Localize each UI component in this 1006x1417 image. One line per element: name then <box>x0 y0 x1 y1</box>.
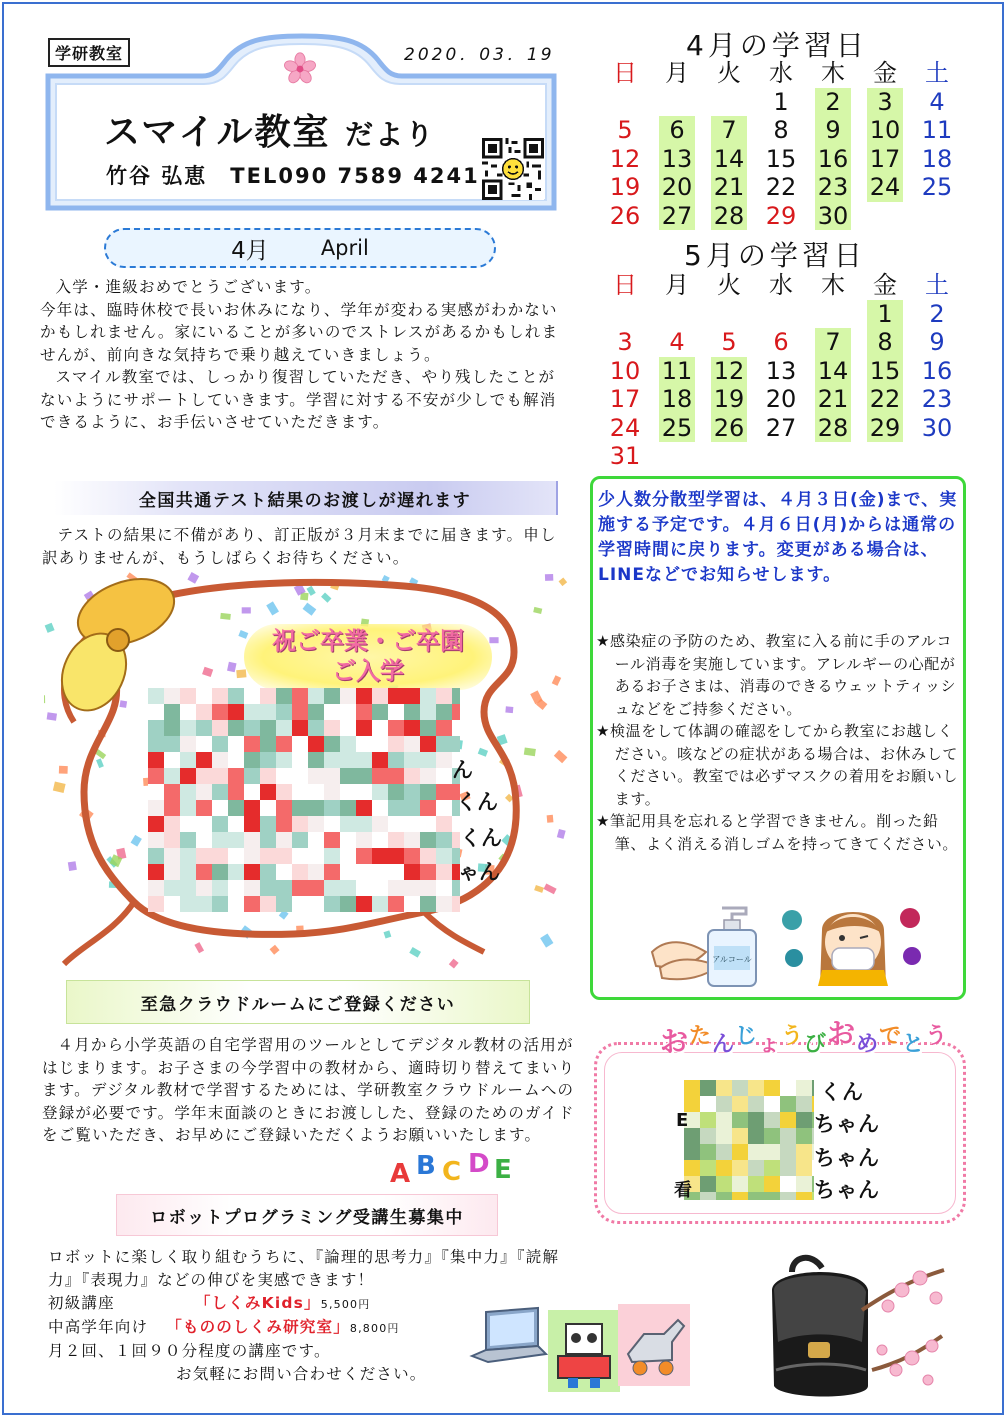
birthday-name: くん <box>820 1080 864 1104</box>
calendar-day: 23 <box>807 173 859 201</box>
calendar-day <box>599 300 651 328</box>
calendar-day: 19 <box>703 385 755 413</box>
calendar-day: 4 <box>669 328 685 357</box>
calendar-day: 14 <box>703 145 755 173</box>
sanitizer-label: アルコール <box>712 955 752 964</box>
calendar-day <box>651 442 703 470</box>
abc-letters-icon <box>386 1148 520 1186</box>
calendar-day: 16 <box>921 356 953 385</box>
abc-letter: D <box>468 1149 490 1179</box>
celebration-name-suffix: くん <box>460 826 502 850</box>
masked-girl-icon <box>778 900 928 990</box>
weekday-label: 水 <box>769 59 793 87</box>
calendar-day <box>807 442 859 470</box>
title-text: スマイル教室 <box>104 112 331 153</box>
privacy-mosaic <box>684 1080 814 1200</box>
celebration-name-suffix: ん <box>452 758 473 782</box>
calendar-day: 8 <box>773 116 789 145</box>
weekday-label: 水 <box>769 271 793 299</box>
calendar-day: 20 <box>651 173 703 201</box>
greeting-line-1: 入学・進級おめでとうございます。 <box>55 278 322 296</box>
calendar-day: 17 <box>859 145 911 173</box>
notice-list <box>596 630 960 855</box>
april-calendar-title: 4月の学習日 <box>686 29 868 62</box>
calendar-day: 8 <box>859 328 911 356</box>
robot-closing: お気軽にお問い合わせください。 <box>176 1365 427 1383</box>
calendar-day: 16 <box>807 145 859 173</box>
calendar-day: 28 <box>703 202 755 230</box>
calendar-day <box>703 88 755 116</box>
abc-letter: B <box>416 1151 436 1181</box>
calendar-week <box>599 385 963 413</box>
birthday-name: ちゃん <box>814 1178 880 1202</box>
laptop-icon <box>468 1306 550 1366</box>
calendar-day: 5 <box>617 116 633 145</box>
birthday-title-char: で <box>879 1024 903 1049</box>
calendar-day: 30 <box>807 202 859 230</box>
calendar-day <box>755 442 807 470</box>
calendar-day <box>651 88 703 116</box>
calendar-day: 18 <box>651 385 703 413</box>
birthday-title-char: じ <box>735 1024 759 1049</box>
calendar-day: 10 <box>609 356 641 385</box>
celebration-name-suffix: ゃん <box>458 860 500 884</box>
calendar-day: 24 <box>609 413 641 442</box>
calendar-day <box>911 202 963 230</box>
weekday-label: 木 <box>821 59 845 87</box>
birthday-title-char: う <box>781 1024 805 1049</box>
calendar-day: 2 <box>929 300 945 328</box>
calendar-day: 18 <box>921 144 953 173</box>
greeting-line-3: スマイル教室では、しっかり復習していただき、やり残したことがないようにサポートしていきます。学習に対する不安が少しでも解消できるように、お手伝いさせていただきます。 <box>40 368 557 431</box>
birthday-name: ちゃん <box>814 1112 880 1136</box>
calendar-week <box>599 300 963 328</box>
calendar-week <box>599 442 963 470</box>
calendar-day: 2 <box>807 88 859 116</box>
may-calendar <box>599 270 963 470</box>
issue-date: 2020．03．19 <box>404 45 555 65</box>
april-calendar <box>599 58 963 230</box>
qr-code-icon <box>482 138 544 200</box>
calendar-day: 6 <box>773 328 789 357</box>
abc-letter: C <box>442 1157 462 1186</box>
calendar-week <box>599 116 963 144</box>
robot-kit-icon <box>548 1310 620 1392</box>
birthday-title-char: う <box>925 1024 949 1049</box>
month-jp: 4月 <box>231 237 269 264</box>
celebration-line-1: 祝ご卒業・ご卒園 <box>272 627 464 655</box>
notice-item: ★検温をして体調の確認をしてから教室にお越しください。咳などの症状がある場合は、お休みしてください。教室では必ずマスクの着用をお願いします。 <box>596 722 958 808</box>
course-2-label: 中高学年向け <box>48 1318 149 1336</box>
calendar-day: 27 <box>651 202 703 230</box>
robot-intro: ロボットに楽しく取り組むうちに、『論理的思考力』『集中力』『読解力』『表現力』などの伸びを実感できます！ <box>48 1248 560 1289</box>
calendar-day: 28 <box>807 414 859 442</box>
calendar-day: 5 <box>721 328 737 357</box>
notice-highlight: 少人数分散型学習は、４月３日(金)まで、実施する予定です。４月６日(月)からは通常の学習時間に戻ります。変更がある場合は、LINEなどでお知らせします。 <box>598 490 958 585</box>
robot-schedule: 月２回、１回９０分程度の講座です。 <box>48 1342 331 1360</box>
calendar-day: 26 <box>703 414 755 442</box>
calendar-day: 21 <box>703 173 755 201</box>
calendar-day: 9 <box>929 328 945 357</box>
calendar-day: 7 <box>703 116 755 144</box>
calendar-day: 15 <box>859 357 911 385</box>
calendar-week <box>599 202 963 230</box>
calendar-day: 3 <box>617 328 633 357</box>
calendar-week <box>599 173 963 201</box>
calendar-week <box>599 88 963 116</box>
calendar-day <box>859 442 911 470</box>
robot-dinosaur-icon <box>618 1304 690 1386</box>
calendar-day <box>807 300 859 328</box>
birthday-name: ちゃん <box>814 1146 880 1170</box>
birthday-name-fragment: 看 <box>674 1180 693 1201</box>
calendar-day: 13 <box>765 356 797 385</box>
calendar-day <box>703 442 755 470</box>
weekday-label: 日 <box>613 271 637 299</box>
calendar-day: 12 <box>703 357 755 385</box>
calendar-day <box>859 202 911 230</box>
birthday-title-char: お <box>827 1017 857 1050</box>
greeting-text <box>40 276 560 434</box>
month-en: April <box>320 236 369 260</box>
calendar-day: 15 <box>765 144 797 173</box>
calendar-day: 24 <box>859 173 911 201</box>
school-backpack-icon <box>752 1250 948 1410</box>
weekday-header <box>599 270 963 300</box>
month-banner <box>104 228 496 268</box>
weekday-label: 火 <box>717 271 741 299</box>
weekday-label: 日 <box>613 59 637 87</box>
calendar-day: 17 <box>609 385 641 414</box>
weekday-label: 金 <box>873 271 897 299</box>
notice-item: ★筆記用具を忘れると学習できません。削った鉛筆、よく消える消しゴムを持ってきてください。 <box>596 812 958 853</box>
abc-letter: E <box>494 1155 512 1185</box>
weekday-header <box>599 58 963 88</box>
greeting-line-2: 今年は、臨時休校で長いお休みになり、学年が変わる実感がわかないかもしれません。家にいることが多いのでストレスがあるかもしれませんが、前向きな気持ちで乗り越えていきましょう。 <box>40 300 559 364</box>
calendar-day: 22 <box>859 385 911 413</box>
sakura-icon <box>283 52 317 86</box>
course-1-name: 「しくみKids」 <box>194 1294 321 1312</box>
calendar-day: 22 <box>765 173 797 202</box>
calendar-day: 26 <box>609 201 641 230</box>
birthday-title <box>660 1016 948 1056</box>
calendar-day: 23 <box>921 385 953 414</box>
test-notice-body: テストの結果に不備があり、訂正版が３月末までに届きます。申し訳ありませんが、もうしばらくお待ちください。 <box>42 526 557 567</box>
course-2-price: 8,800円 <box>349 1322 400 1335</box>
calendar-day <box>703 300 755 328</box>
birthday-title-char: ん <box>712 1032 736 1057</box>
calendar-day <box>599 88 651 116</box>
robot-course-title: ロボットプログラミング受講生募集中 <box>116 1194 498 1236</box>
privacy-mosaic <box>148 688 460 912</box>
calendar-day: 25 <box>651 414 703 442</box>
calendar-day: 13 <box>651 145 703 173</box>
course-1-price: 5,500円 <box>320 1298 371 1311</box>
course-2-name: 「もののしくみ研究室」 <box>166 1318 350 1336</box>
calendar-day: 1 <box>859 300 911 328</box>
weekday-label: 木 <box>821 271 845 299</box>
celebration-line-2: ご入学 <box>332 657 404 685</box>
calendar-day: 20 <box>765 385 797 414</box>
brand-tag: 学研教室 <box>48 38 130 67</box>
calendar-day: 11 <box>921 116 953 145</box>
calendar-day: 7 <box>807 328 859 356</box>
course-1-label: 初級講座 <box>48 1294 115 1312</box>
newsletter-title <box>104 104 435 155</box>
birthday-title-char: ょ <box>758 1032 782 1057</box>
calendar-day: 10 <box>859 116 911 144</box>
calendar-day: 6 <box>651 116 703 144</box>
calendar-day <box>755 300 807 328</box>
may-calendar-title: 5月の学習日 <box>684 239 866 272</box>
calendar-week <box>599 357 963 385</box>
sanitizer-bottle-icon <box>702 904 762 988</box>
calendar-day: 27 <box>765 413 797 442</box>
birthday-title-char: び <box>804 1032 828 1057</box>
calendar-day: 31 <box>609 441 641 470</box>
calendar-day: 25 <box>921 173 953 202</box>
cloud-room-body: ４月から小学英語の自宅学習用のツールとしてデジタル教材の活用がはじまります。お子さまの今学習中の教材から、適時切り替えてまいります。デジタル教材で学習するためには、学研教室クラウドルームへの登録が必要です。学年末面談のときにお渡しした、登録のためのガイドをご覧いただき、お早めにご登録いただくようお願いいたします。 <box>42 1036 576 1144</box>
weekday-label: 土 <box>925 59 949 87</box>
calendar-day: 29 <box>765 201 797 230</box>
birthday-title-char: お <box>660 1025 690 1058</box>
calendar-week <box>599 145 963 173</box>
calendar-day: 14 <box>807 357 859 385</box>
calendar-day: 29 <box>859 414 911 442</box>
birthday-title-char: と <box>902 1032 926 1057</box>
calendar-day <box>651 300 703 328</box>
calendar-day: 4 <box>929 88 945 116</box>
calendar-day: 19 <box>609 173 641 202</box>
weekday-label: 火 <box>717 59 741 87</box>
calendar-day: 30 <box>921 413 953 442</box>
weekday-label: 月 <box>665 271 689 299</box>
calendar-day: 1 <box>773 88 789 116</box>
calendar-day: 21 <box>807 385 859 413</box>
calendar-day: 9 <box>807 116 859 144</box>
weekday-label: 金 <box>873 59 897 87</box>
cloud-room-title: 至急クラウドルームにご登録ください <box>66 980 530 1024</box>
birthday-name-fragment: E <box>676 1110 690 1131</box>
celebration-badge <box>244 624 492 690</box>
calendar-day <box>911 442 963 470</box>
calendar-week <box>599 328 963 356</box>
calendar-day: 12 <box>609 144 641 173</box>
weekday-label: 月 <box>665 59 689 87</box>
calendar-day: 11 <box>651 357 703 385</box>
weekday-label: 土 <box>925 271 949 299</box>
birthday-title-char: め <box>856 1032 880 1057</box>
calendar-week <box>599 414 963 442</box>
test-notice-title: 全国共通テスト結果のお渡しが遅れます <box>54 481 558 515</box>
calendar-day: 3 <box>859 88 911 116</box>
title-suffix: だより <box>345 118 436 151</box>
birthday-title-char: た <box>689 1024 713 1049</box>
abc-letter: A <box>390 1159 411 1186</box>
teacher-contact: 竹谷 弘恵 TEL090 7589 4241 <box>106 164 480 188</box>
celebration-name-suffix: くん <box>456 790 498 814</box>
notice-item: ★感染症の予防のため、教室に入る前に手のアルコール消毒を実施しています。アレルギーの心配があるお子さまは、消毒のできるウェットティッシュなどをご持参ください。 <box>596 632 957 718</box>
